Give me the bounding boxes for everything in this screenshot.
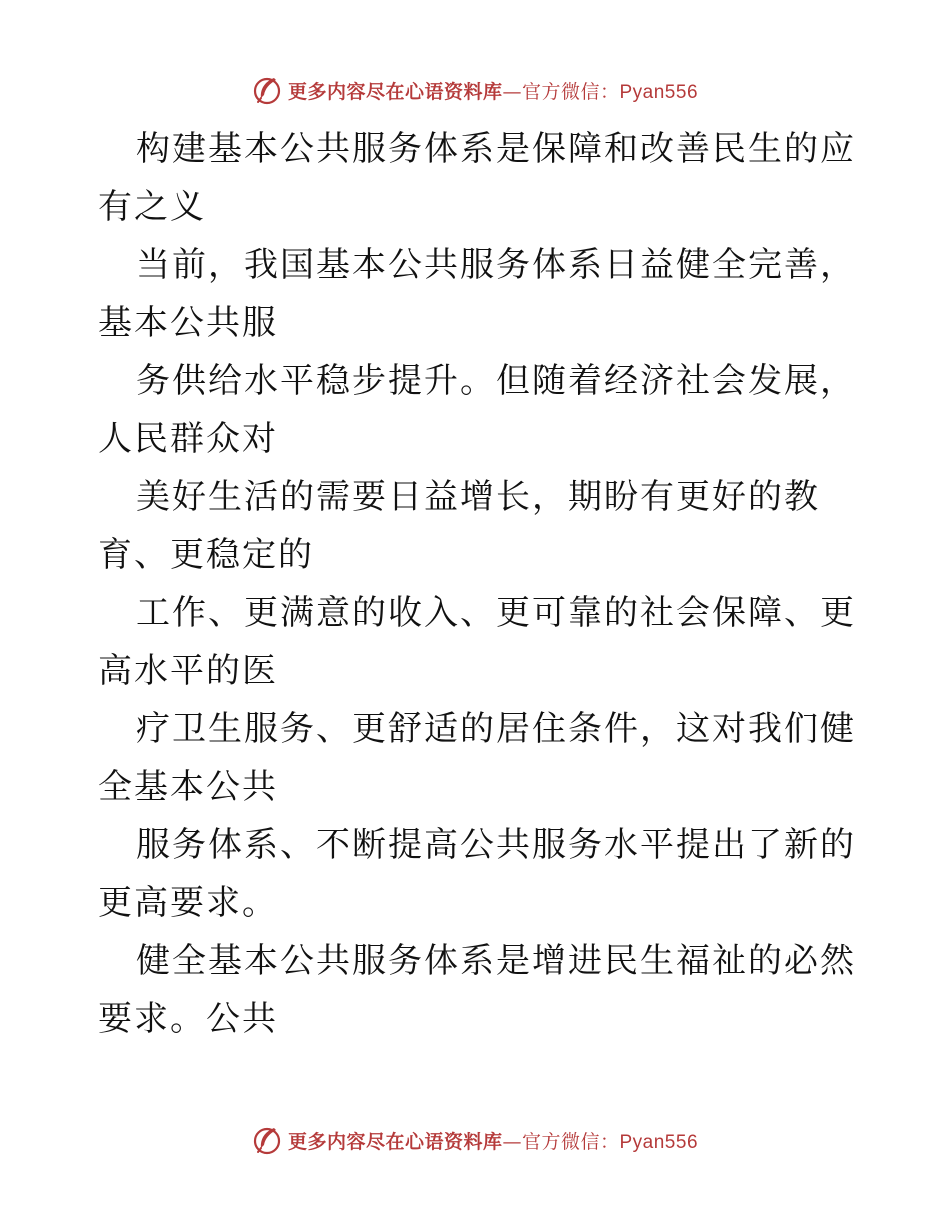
header-wechat-id: Pyan556 bbox=[619, 81, 699, 103]
footer-site-name: 更多内容尽在心语资料库 bbox=[287, 1130, 503, 1153]
header-wechat-label: 官方微信： bbox=[521, 80, 620, 103]
footer-banner bbox=[0, 1120, 950, 1160]
paragraph-1: 构建基本公共服务体系是保障和改善民生的应有之义 bbox=[98, 129, 856, 227]
footer-separator: — bbox=[502, 1130, 522, 1153]
paragraph-5: 工作、更满意的收入、更可靠的社会保障、更高水平的医 bbox=[98, 593, 856, 691]
footer-banner-text bbox=[288, 1127, 698, 1154]
header-separator: — bbox=[502, 80, 522, 103]
footer-wechat-label: 官方微信： bbox=[521, 1130, 620, 1153]
paragraph-6: 疗卫生服务、更舒适的居住条件，这对我们健全基本公共 bbox=[98, 709, 856, 807]
header-banner bbox=[0, 70, 950, 110]
header-site-name: 更多内容尽在心语资料库 bbox=[287, 80, 503, 103]
paragraph-7: 服务体系、不断提高公共服务水平提出了新的更高要求。 bbox=[98, 825, 856, 923]
feather-pen-logo-icon bbox=[252, 74, 284, 106]
paragraph-8: 健全基本公共服务体系是增进民生福祉的必然要求。公共 bbox=[98, 941, 856, 1039]
paragraph-2: 当前，我国基本公共服务体系日益健全完善，基本公共服 bbox=[98, 245, 856, 343]
feather-pen-logo-icon bbox=[252, 1124, 284, 1156]
footer-wechat-id: Pyan556 bbox=[619, 1131, 699, 1153]
paragraph-3: 务供给水平稳步提升。但随着经济社会发展，人民群众对 bbox=[98, 361, 856, 459]
paragraph-4: 美好生活的需要日益增长，期盼有更好的教育、更稳定的 bbox=[98, 477, 820, 575]
header-banner-text bbox=[288, 77, 698, 104]
document-body bbox=[98, 120, 858, 1048]
